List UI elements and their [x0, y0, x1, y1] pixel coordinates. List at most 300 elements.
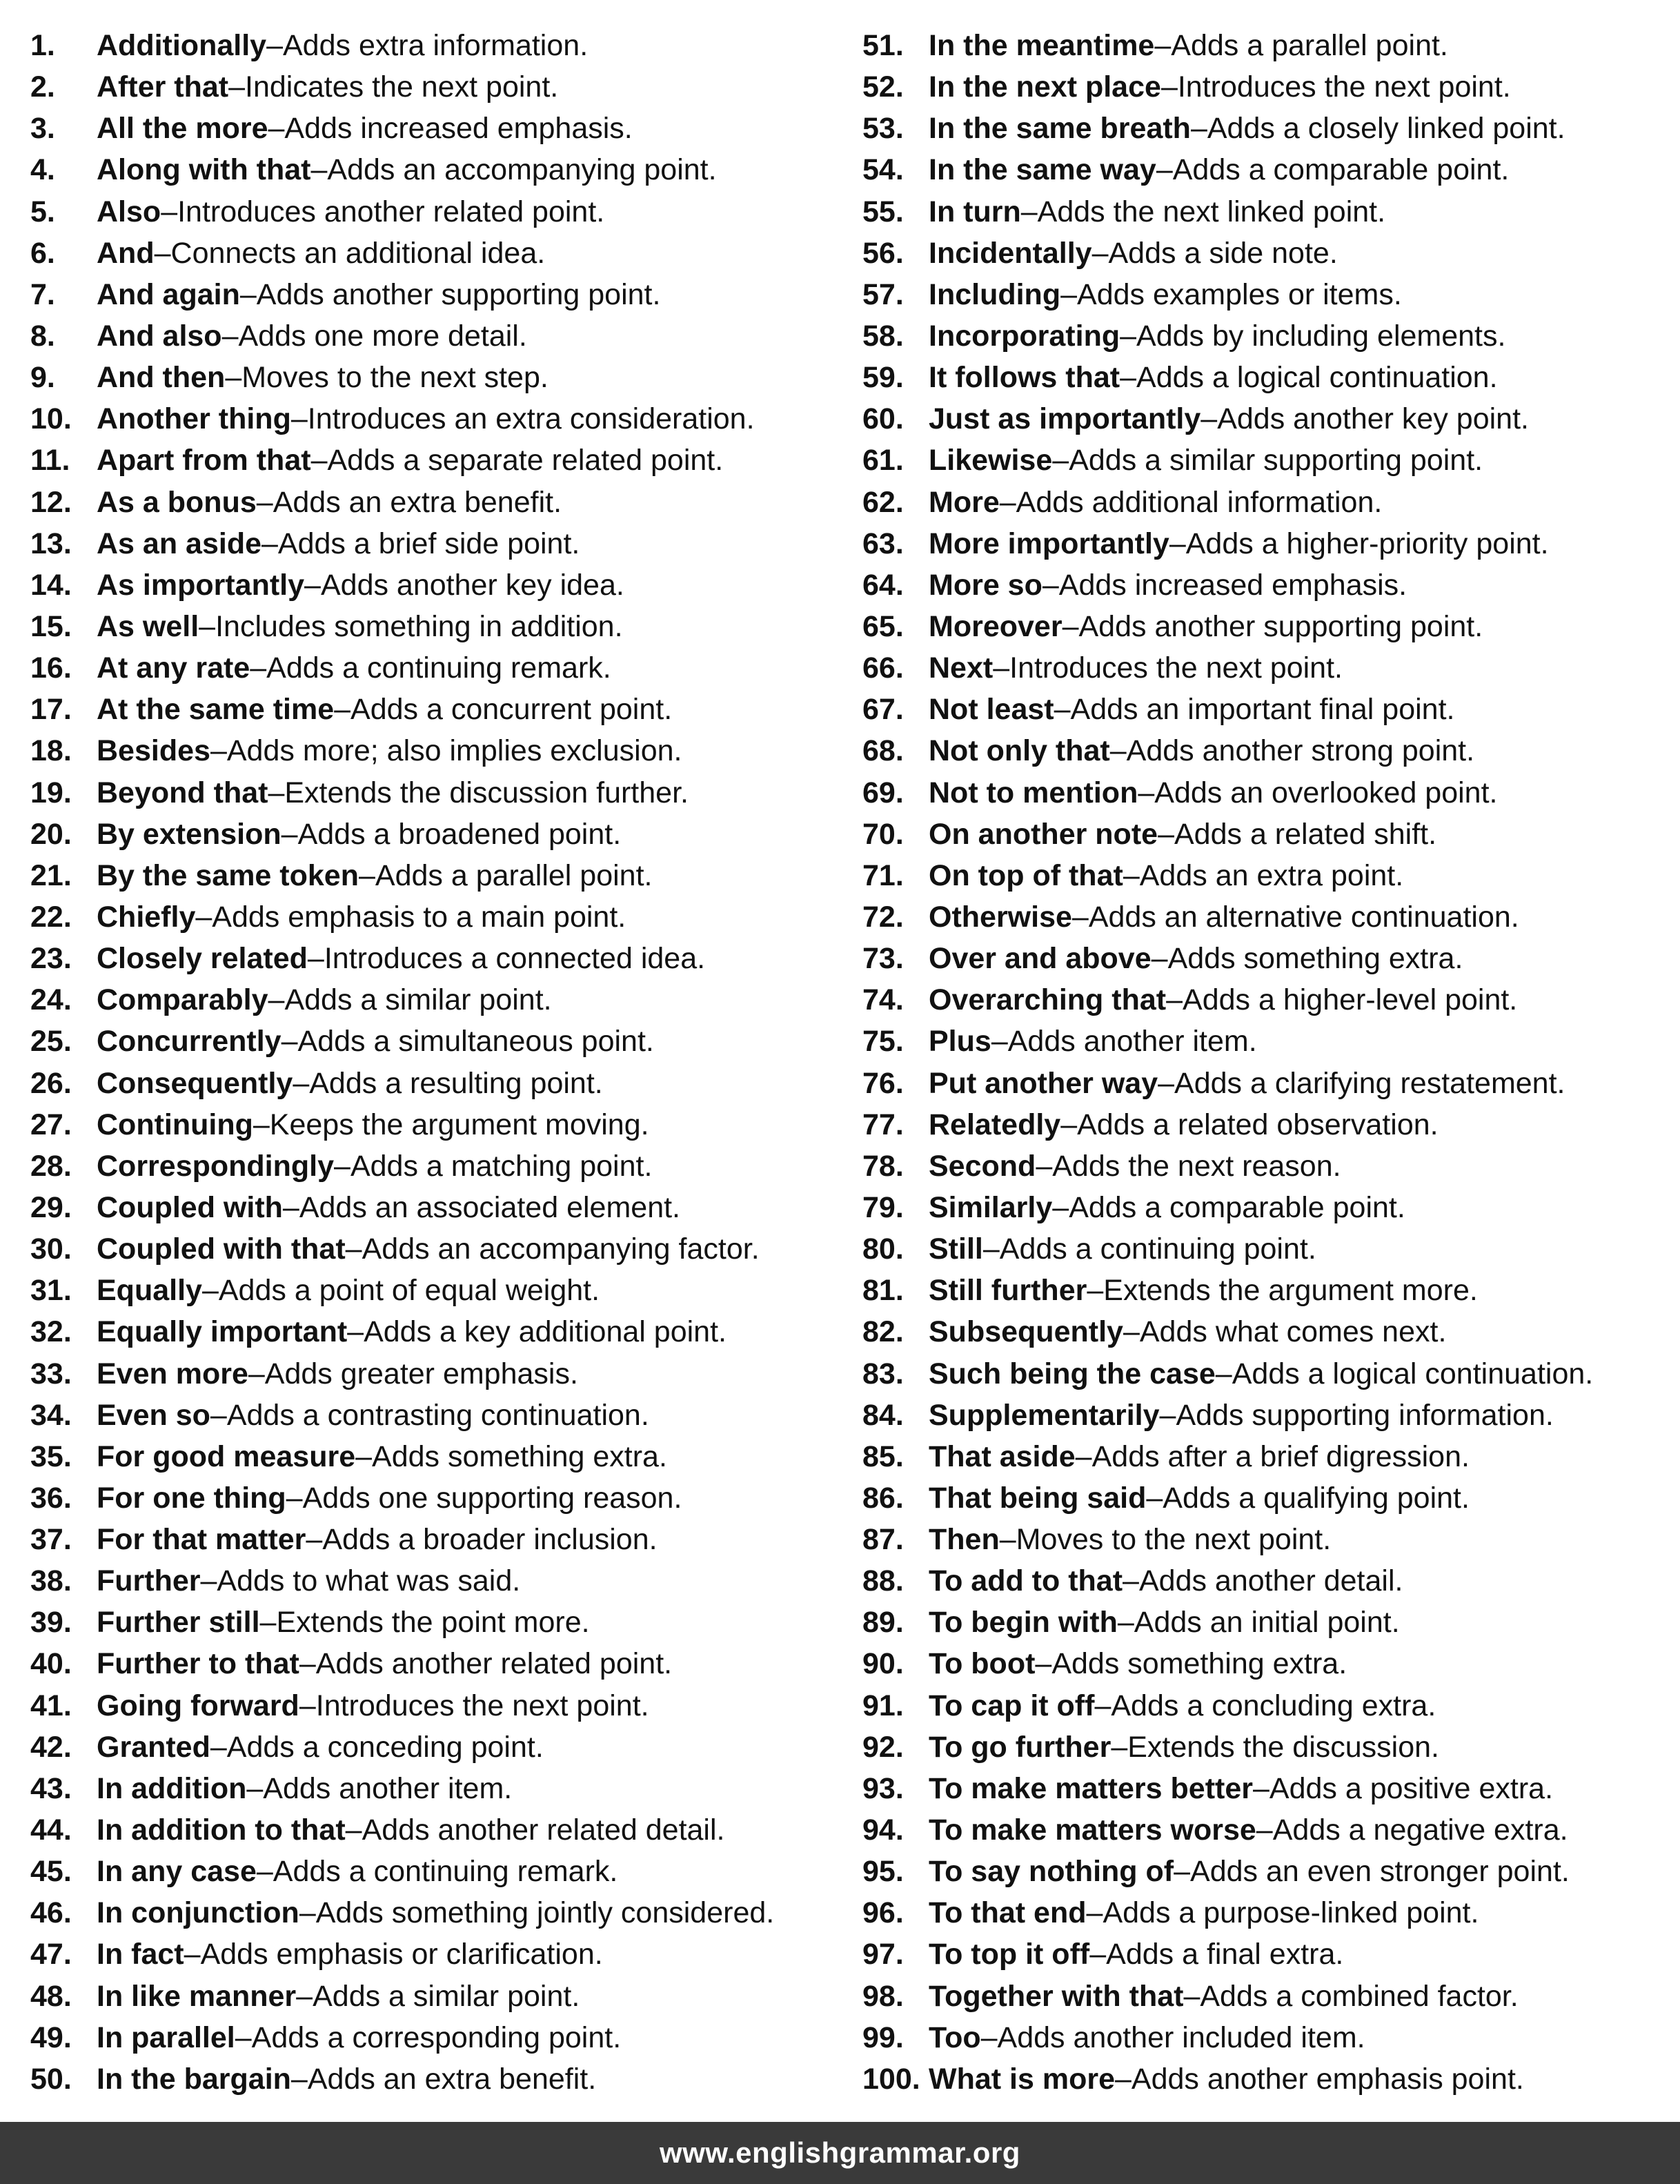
item-term: Even so: [97, 1398, 210, 1432]
item-term: Not only that: [929, 734, 1110, 768]
item-term: Equally: [97, 1274, 202, 1308]
item-definition: Adds another key idea.: [320, 568, 624, 602]
item-definition: Adds a parallel point.: [1171, 29, 1448, 62]
item-definition: Adds a negative extra.: [1272, 1813, 1568, 1847]
item-number: 89.: [862, 1606, 904, 1640]
item-separator: –: [1071, 900, 1089, 934]
list-item: [862, 1270, 1673, 1311]
item-definition: Extends the discussion.: [1127, 1730, 1440, 1764]
item-definition: Adds a corresponding point.: [251, 2020, 622, 2054]
item-number: 13.: [30, 527, 72, 560]
item-number: 34.: [30, 1398, 72, 1432]
list-item: [30, 1976, 838, 2017]
item-separator: –: [268, 112, 285, 146]
item-number: 94.: [862, 1813, 904, 1847]
list-item: [862, 1726, 1673, 1768]
item-separator: –: [201, 1274, 219, 1308]
list-item: [30, 1685, 838, 1726]
item-definition: Adds a resulting point.: [309, 1066, 603, 1100]
footer-website[interactable]: www.englishgrammar.org: [660, 2136, 1020, 2169]
item-number: 62.: [862, 485, 904, 519]
item-separator: –: [345, 1813, 362, 1847]
item-term: Further: [97, 1564, 201, 1598]
item-term: What is more: [929, 2062, 1115, 2096]
list-item: [30, 233, 838, 274]
list-item: [862, 1560, 1673, 1602]
item-definition: Indicates the next point.: [245, 70, 559, 104]
item-separator: –: [1123, 1564, 1139, 1598]
item-definition: Adds a related observation.: [1077, 1108, 1439, 1141]
item-separator: –: [310, 444, 328, 478]
list-item: [862, 1685, 1673, 1726]
list-item: [30, 814, 838, 855]
item-term: In turn: [929, 195, 1021, 228]
list-item: [862, 440, 1673, 481]
list-item: [30, 2058, 838, 2100]
item-separator: –: [1158, 817, 1174, 851]
item-term: In the bargain: [97, 2062, 291, 2096]
list-item: [862, 1353, 1673, 1395]
item-number: 14.: [30, 568, 72, 602]
item-number: 11.: [30, 444, 70, 478]
list-item: [862, 1851, 1673, 1892]
item-term: After that: [97, 70, 229, 104]
item-term: To boot: [929, 1647, 1036, 1681]
item-number: 30.: [30, 1232, 72, 1266]
item-number: 78.: [862, 1149, 904, 1183]
item-term: In like manner: [97, 1979, 297, 2013]
item-definition: Adds increased emphasis.: [284, 112, 633, 146]
item-definition: Adds an initial point.: [1134, 1606, 1400, 1640]
item-separator: –: [355, 1439, 373, 1473]
item-definition: Adds one supporting reason.: [302, 1481, 682, 1515]
list-item: [862, 1021, 1673, 1062]
item-definition: Adds a concurrent point.: [350, 693, 673, 727]
item-number: 23.: [30, 942, 72, 976]
item-definition: Adds an important final point.: [1070, 693, 1455, 727]
item-definition: Adds a positive extra.: [1269, 1771, 1554, 1805]
list-item: [862, 855, 1673, 896]
item-term: On top of that: [929, 858, 1123, 892]
item-number: 10.: [30, 402, 72, 436]
item-term: For good measure: [97, 1439, 356, 1473]
item-number: 2.: [30, 70, 55, 104]
item-number: 36.: [30, 1481, 72, 1515]
item-term: Then: [929, 1523, 1000, 1557]
list-item: [862, 2058, 1673, 2100]
item-definition: Adds a logical continuation.: [1232, 1357, 1594, 1390]
item-number: 37.: [30, 1523, 72, 1557]
item-number: 27.: [30, 1108, 72, 1141]
item-separator: –: [310, 153, 328, 187]
item-definition: Adds emphasis or clarification.: [200, 1938, 603, 1971]
list-item: [30, 1892, 838, 1934]
item-definition: Adds another supporting point.: [1078, 609, 1483, 643]
item-separator: –: [266, 29, 283, 62]
item-term: Concurrently: [97, 1025, 281, 1059]
list-item: [862, 315, 1673, 357]
item-number: 53.: [862, 112, 904, 146]
item-separator: –: [1154, 29, 1172, 62]
item-term: Incorporating: [929, 319, 1120, 353]
item-number: 70.: [862, 817, 904, 851]
list-item: [30, 1228, 838, 1270]
item-separator: –: [1190, 112, 1207, 146]
item-separator: –: [259, 1606, 277, 1640]
item-separator: –: [1156, 153, 1173, 187]
item-separator: –: [210, 1730, 227, 1764]
list-item: [862, 1519, 1673, 1560]
item-separator: –: [1035, 1647, 1052, 1681]
list-item: [30, 1560, 838, 1602]
item-definition: Adds a qualifying point.: [1163, 1481, 1470, 1515]
item-term: Granted: [97, 1730, 210, 1764]
item-number: 18.: [30, 734, 72, 768]
item-separator: –: [1252, 1771, 1269, 1805]
item-separator: –: [225, 361, 242, 395]
item-term: For that matter: [97, 1523, 306, 1557]
item-term: In parallel: [97, 2020, 235, 2054]
item-definition: Adds what comes next.: [1139, 1315, 1447, 1349]
item-definition: Adds another supporting point.: [256, 277, 661, 311]
item-number: 32.: [30, 1315, 72, 1349]
item-separator: –: [1215, 1357, 1232, 1390]
item-definition: Adds by including elements.: [1136, 319, 1506, 353]
item-number: 96.: [862, 1896, 904, 1930]
item-term: Relatedly: [929, 1108, 1061, 1141]
item-term: Chiefly: [97, 900, 196, 934]
list-item: [862, 357, 1673, 398]
item-definition: Adds something extra.: [1167, 942, 1463, 976]
item-definition: Adds a higher-priority point.: [1185, 527, 1549, 560]
item-number: 69.: [862, 776, 904, 809]
item-separator: –: [982, 1232, 1000, 1266]
item-separator: –: [1117, 1606, 1134, 1640]
item-term: Next: [929, 651, 994, 685]
item-number: 4.: [30, 153, 55, 187]
item-separator: –: [248, 1357, 265, 1390]
item-definition: Adds another related detail.: [362, 1813, 725, 1847]
list-item: [30, 1311, 838, 1352]
item-separator: –: [286, 1481, 303, 1515]
list-item: [30, 274, 838, 315]
item-separator: –: [1086, 1896, 1103, 1930]
item-definition: Introduces an extra consideration.: [307, 402, 755, 436]
item-number: 28.: [30, 1149, 72, 1183]
item-number: 52.: [862, 70, 904, 104]
item-definition: Moves to the next point.: [1016, 1523, 1332, 1557]
item-term: For one thing: [97, 1481, 286, 1515]
item-term: Similarly: [929, 1190, 1053, 1224]
item-term: Such being the case: [929, 1357, 1216, 1390]
item-definition: Adds something extra.: [372, 1439, 667, 1473]
item-definition: Adds a similar point.: [284, 983, 552, 1017]
item-number: 19.: [30, 776, 72, 809]
item-separator: –: [334, 693, 351, 727]
item-term: In conjunction: [97, 1896, 299, 1930]
item-separator: –: [347, 1315, 364, 1349]
item-definition: Adds a final extra.: [1106, 1938, 1344, 1971]
item-separator: –: [282, 1190, 299, 1224]
item-number: 24.: [30, 983, 72, 1017]
item-separator: –: [290, 2062, 308, 2096]
item-definition: Adds a continuing remark.: [273, 1855, 618, 1889]
item-term: To top it off: [929, 1938, 1090, 1971]
item-term: Together with that: [929, 1979, 1184, 2013]
item-definition: Adds a broader inclusion.: [322, 1523, 658, 1557]
item-number: 7.: [30, 277, 55, 311]
item-separator: –: [256, 1855, 273, 1889]
list-item: [30, 647, 838, 689]
item-number: 26.: [30, 1066, 72, 1100]
item-definition: Adds a closely linked point.: [1207, 112, 1565, 146]
item-term: Consequently: [97, 1066, 293, 1100]
item-term: Incidentally: [929, 236, 1092, 270]
list-item: [862, 564, 1673, 606]
item-separator: –: [210, 734, 227, 768]
list-item: [862, 772, 1673, 814]
item-separator: –: [1109, 734, 1127, 768]
word-list-column-left: [30, 25, 838, 2100]
item-separator: –: [250, 651, 267, 685]
item-term: That aside: [929, 1439, 1076, 1473]
list-item: [862, 1643, 1673, 1684]
list-item: [862, 1395, 1673, 1436]
item-term: It follows that: [929, 361, 1120, 395]
item-number: 5.: [30, 195, 55, 228]
list-item: [30, 1104, 838, 1145]
item-number: 79.: [862, 1190, 904, 1224]
item-number: 68.: [862, 734, 904, 768]
item-number: 83.: [862, 1357, 904, 1390]
item-term: To make matters better: [929, 1771, 1253, 1805]
item-number: 41.: [30, 1689, 72, 1722]
list-item: [862, 482, 1673, 523]
item-number: 9.: [30, 361, 55, 395]
item-definition: Adds a related shift.: [1174, 817, 1437, 851]
item-definition: Adds a simultaneous point.: [297, 1025, 654, 1059]
item-number: 21.: [30, 858, 72, 892]
list-item: [862, 1104, 1673, 1145]
item-definition: Adds another related point.: [315, 1647, 673, 1681]
item-term: More importantly: [929, 527, 1169, 560]
item-number: 88.: [862, 1564, 904, 1598]
item-term: At the same time: [97, 693, 335, 727]
item-definition: Adds after a brief digression.: [1091, 1439, 1470, 1473]
item-definition: Extends the discussion further.: [284, 776, 689, 809]
item-separator: –: [1146, 1481, 1163, 1515]
item-separator: –: [1256, 1813, 1273, 1847]
item-term: More: [929, 485, 1000, 519]
list-item: [30, 1851, 838, 1892]
item-separator: –: [221, 319, 239, 353]
item-term: In the next place: [929, 70, 1161, 104]
list-item: [30, 482, 838, 523]
list-item: [30, 398, 838, 440]
item-number: 100.: [862, 2062, 920, 2096]
list-item: [30, 1436, 838, 1477]
item-separator: –: [1158, 1066, 1175, 1100]
item-term: Another thing: [97, 402, 291, 436]
item-separator: –: [1200, 402, 1218, 436]
list-item: [30, 357, 838, 398]
item-separator: –: [161, 195, 178, 228]
item-number: 12.: [30, 485, 72, 519]
item-term: Subsequently: [929, 1315, 1123, 1349]
list-item: [30, 1270, 838, 1311]
item-term: Coupled with that: [97, 1232, 346, 1266]
item-separator: –: [999, 485, 1016, 519]
item-term: Plus: [929, 1025, 991, 1059]
item-definition: Adds examples or items.: [1077, 277, 1402, 311]
item-definition: Adds another item.: [1007, 1025, 1257, 1059]
item-definition: Adds a comparable point.: [1172, 153, 1510, 187]
item-definition: Extends the argument more.: [1103, 1274, 1478, 1308]
item-definition: Adds a broadened point.: [297, 817, 622, 851]
list-item: [30, 1519, 838, 1560]
item-term: In fact: [97, 1938, 184, 1971]
item-definition: Adds a purpose-linked point.: [1103, 1896, 1479, 1930]
list-item: [862, 1436, 1673, 1477]
list-item: [30, 564, 838, 606]
list-item: [30, 1768, 838, 1809]
item-separator: –: [1123, 1315, 1140, 1349]
list-item: [862, 938, 1673, 979]
item-separator: –: [1160, 70, 1178, 104]
list-item: [862, 149, 1673, 190]
item-separator: –: [358, 858, 375, 892]
list-item: [30, 1726, 838, 1768]
item-separator: –: [1094, 1689, 1111, 1722]
item-separator: –: [1138, 776, 1155, 809]
list-item: [30, 979, 838, 1021]
item-number: 64.: [862, 568, 904, 602]
item-term: To go further: [929, 1730, 1111, 1764]
item-term: All the more: [97, 112, 268, 146]
list-item: [862, 191, 1673, 233]
list-item: [862, 398, 1673, 440]
item-definition: Adds one more detail.: [238, 319, 527, 353]
list-item: [30, 1021, 838, 1062]
item-separator: –: [1054, 693, 1071, 727]
item-number: 45.: [30, 1855, 72, 1889]
item-definition: Adds a comparable point.: [1069, 1190, 1405, 1224]
item-separator: –: [299, 1689, 316, 1722]
item-term: Likewise: [929, 444, 1053, 478]
item-term: Correspondingly: [97, 1149, 335, 1183]
item-separator: –: [1052, 1190, 1069, 1224]
item-term: Still further: [929, 1274, 1087, 1308]
item-definition: Introduces the next point.: [315, 1689, 649, 1722]
item-separator: –: [246, 1771, 264, 1805]
item-separator: –: [261, 527, 278, 560]
item-definition: Adds supporting information.: [1176, 1398, 1554, 1432]
item-term: Additionally: [97, 29, 267, 62]
item-separator: –: [999, 1523, 1016, 1557]
item-number: 56.: [862, 236, 904, 270]
item-number: 71.: [862, 858, 904, 892]
list-item: [862, 233, 1673, 274]
item-number: 84.: [862, 1398, 904, 1432]
item-definition: Adds something jointly considered.: [315, 1896, 775, 1930]
footer-bar: [0, 2122, 1680, 2184]
item-separator: –: [296, 1979, 313, 2013]
item-separator: –: [345, 1232, 362, 1266]
item-definition: Adds a parallel point.: [375, 858, 653, 892]
item-separator: –: [1087, 1274, 1104, 1308]
item-separator: –: [228, 70, 246, 104]
list-item: [862, 814, 1673, 855]
item-separator: –: [1111, 1730, 1128, 1764]
item-term: Supplementarily: [929, 1398, 1160, 1432]
item-number: 80.: [862, 1232, 904, 1266]
item-number: 47.: [30, 1938, 72, 1971]
item-number: 86.: [862, 1481, 904, 1515]
list-item: [862, 1892, 1673, 1934]
item-separator: –: [1042, 568, 1059, 602]
item-term: Continuing: [97, 1108, 253, 1141]
item-definition: Adds extra information.: [282, 29, 589, 62]
item-term: Moreover: [929, 609, 1063, 643]
item-number: 93.: [862, 1771, 904, 1805]
item-definition: Adds another key point.: [1217, 402, 1529, 436]
item-number: 91.: [862, 1689, 904, 1722]
item-term: Further still: [97, 1606, 260, 1640]
list-item: [862, 1602, 1673, 1643]
item-definition: Adds another detail.: [1138, 1564, 1403, 1598]
item-separator: –: [1159, 1398, 1176, 1432]
item-separator: –: [290, 402, 308, 436]
item-separator: –: [991, 1025, 1008, 1059]
item-term: As well: [97, 609, 199, 643]
item-definition: Adds additional information.: [1016, 485, 1383, 519]
item-number: 6.: [30, 236, 55, 270]
list-item: [30, 1063, 838, 1104]
item-separator: –: [195, 900, 213, 934]
item-number: 87.: [862, 1523, 904, 1557]
item-separator: –: [1166, 983, 1183, 1017]
list-item: [862, 1809, 1673, 1851]
item-number: 67.: [862, 693, 904, 727]
item-number: 63.: [862, 527, 904, 560]
item-term: On another note: [929, 817, 1158, 851]
list-item: [862, 2017, 1673, 2058]
item-separator: –: [281, 1025, 298, 1059]
item-separator: –: [1089, 1938, 1107, 1971]
item-number: 75.: [862, 1025, 904, 1059]
item-number: 51.: [862, 29, 904, 62]
list-item: [862, 108, 1673, 149]
item-definition: Adds another included item.: [997, 2020, 1365, 2054]
item-term: Along with that: [97, 153, 311, 187]
list-item: [30, 1477, 838, 1519]
item-definition: Adds increased emphasis.: [1058, 568, 1407, 602]
item-term: And again: [97, 277, 240, 311]
item-term: Not least: [929, 693, 1054, 727]
list-item: [862, 896, 1673, 938]
item-definition: Adds another strong point.: [1126, 734, 1475, 768]
item-term: Including: [929, 277, 1061, 311]
item-separator: –: [1123, 858, 1140, 892]
item-separator: –: [1060, 277, 1078, 311]
item-term: To that end: [929, 1896, 1087, 1930]
list-item: [30, 855, 838, 896]
item-number: 82.: [862, 1315, 904, 1349]
item-definition: Moves to the next step.: [241, 361, 549, 395]
item-term: Further to that: [97, 1647, 299, 1681]
item-number: 72.: [862, 900, 904, 934]
item-definition: Introduces the next point.: [1009, 651, 1343, 685]
